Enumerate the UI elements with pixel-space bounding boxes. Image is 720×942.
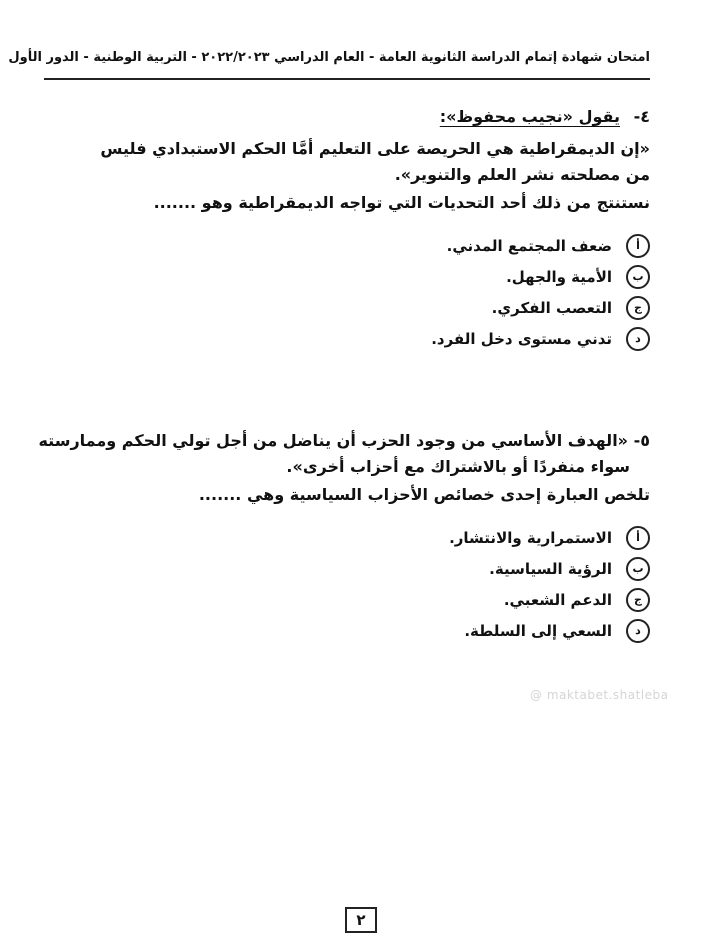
option-letter-circle: د — [626, 327, 650, 351]
option-letter-circle: ب — [626, 557, 650, 581]
option-b[interactable] — [50, 553, 650, 584]
option-c[interactable] — [50, 584, 650, 615]
option-text: الرؤية السياسية. — [489, 559, 612, 578]
option-letter-circle: ب — [626, 265, 650, 289]
option-b[interactable] — [50, 261, 650, 292]
option-letter-circle: ج — [626, 296, 650, 320]
option-text: ضعف المجتمع المدني. — [446, 236, 612, 255]
option-text: الأمية والجهل. — [506, 267, 612, 286]
question-prompt: نستنتج من ذلك أحد التحديات التي تواجه الديمقراطية وهو ....... — [153, 193, 650, 212]
option-text: السعي إلى السلطة. — [464, 621, 612, 640]
option-text: الاستمرارية والانتشار. — [449, 528, 612, 547]
question-4 — [50, 104, 650, 354]
option-c[interactable] — [50, 292, 650, 323]
exam-header: امتحان شهادة إتمام الدراسة الثانوية العامة - العام الدراسي ٢٠٢٢/٢٠٢٣ - التربية الوطنية - الدور الأول — [8, 50, 650, 65]
quote-line — [38, 428, 650, 454]
quote-line: «إن الديمقراطية هي الحريصة على التعليم أمَّا الحكم الاستبدادي فليس — [100, 139, 650, 158]
question-number: ٤- — [633, 107, 650, 126]
header-divider — [44, 78, 650, 80]
quote-line: من مصلحته نشر العلم والتنوير». — [394, 165, 650, 184]
option-text: التعصب الفكري. — [491, 298, 612, 317]
question-attribution: يقول «نجيب محفوظ»: — [439, 107, 621, 126]
page-number: ٢ — [345, 907, 377, 933]
question-number: ٥- — [633, 431, 650, 450]
option-d[interactable] — [50, 323, 650, 354]
watermark-text: @ maktabet.shatleba — [530, 688, 669, 702]
option-d[interactable] — [50, 615, 650, 646]
question-prompt: تلخص العبارة إحدى خصائص الأحزاب السياسية وهي ....... — [198, 485, 650, 504]
option-a[interactable] — [50, 230, 650, 261]
option-letter-circle: أ — [626, 526, 650, 550]
option-letter-circle: د — [626, 619, 650, 643]
quote-line: سواء منفردًا أو بالاشتراك مع أحزاب أخرى». — [286, 457, 630, 476]
question-5 — [38, 428, 650, 646]
option-a[interactable] — [50, 522, 650, 553]
option-text: الدعم الشعبي. — [503, 590, 612, 609]
question-title — [50, 104, 650, 130]
option-letter-circle: أ — [626, 234, 650, 258]
quote-text: «الهدف الأساسي من وجود الحزب أن يناضل من أجل تولي الحكم وممارسته — [38, 431, 629, 450]
option-text: تدني مستوى دخل الفرد. — [431, 329, 612, 348]
option-letter-circle: ج — [626, 588, 650, 612]
